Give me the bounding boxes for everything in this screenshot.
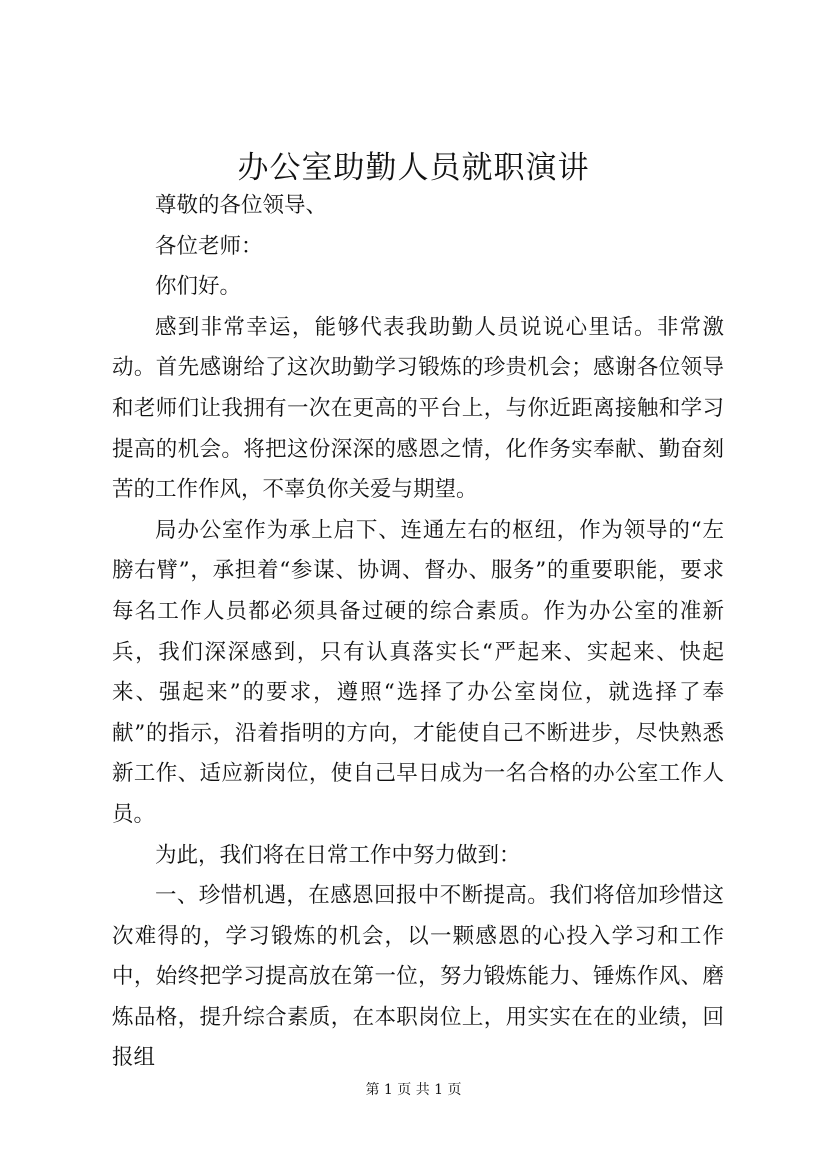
document-title: 办公室助勤人员就职演讲 (237, 150, 590, 186)
paragraph-commitment-intro: 为此，我们将在日常工作中努力做到： (155, 842, 521, 868)
paragraph-greeting-1: 尊敬的各位领导、 (155, 193, 328, 218)
paragraph-gratitude: 感到非常幸运，能够代表我助勤人员说说心里话。非常激动。首先感谢给了这次助勤学习锻炼的珍贵机会；感谢各位领导和老师们让我拥有一次在更高的平台上，与你近距离接触和学习提高的机会。将把这份深深的感恩之情，化作务实奉献、勤奋刻苦的工作作风，不辜负你关爱与期望。 (112, 314, 724, 503)
paragraph-greeting-2: 各位老师： (155, 233, 263, 259)
document-body (112, 170, 724, 1079)
paragraph-commitment-1: 一、珍惜机遇，在感恩回报中不断提高。我们将倍加珍惜这次难得的，学习锻炼的机会，以一颗感恩的心投入学习和工作中，始终把学习提高放在第一位，努力锻炼能力、锤炼作风、磨炼品格，提升综合素质，在本职岗位上，用实实在在的业绩，回报组 (112, 883, 724, 1071)
paragraph-office-role: 局办公室作为承上启下、连通左右的枢纽，作为领导的“左膀右臂”，承担着“参谋、协调、督办、服务”的重要职能，要求每名工作人员都必须具备过硬的综合素质。作为办公室的准新兵，我们深深感到，只有认真落实长“严起来、实起来、快起来、强起来”的要求，遵照“选择了办公室岗位，就选择了奉献”的指示，沿着指明的方向，才能使自己不断进步，尽快熟悉新工作、适应新岗位，使自己早日成为一名合格的办公室工作人员。 (112, 517, 724, 827)
paragraph-greeting-3: 你们好。 (155, 274, 242, 300)
page-footer: 第 1 页 共 1 页 (365, 1082, 462, 1098)
